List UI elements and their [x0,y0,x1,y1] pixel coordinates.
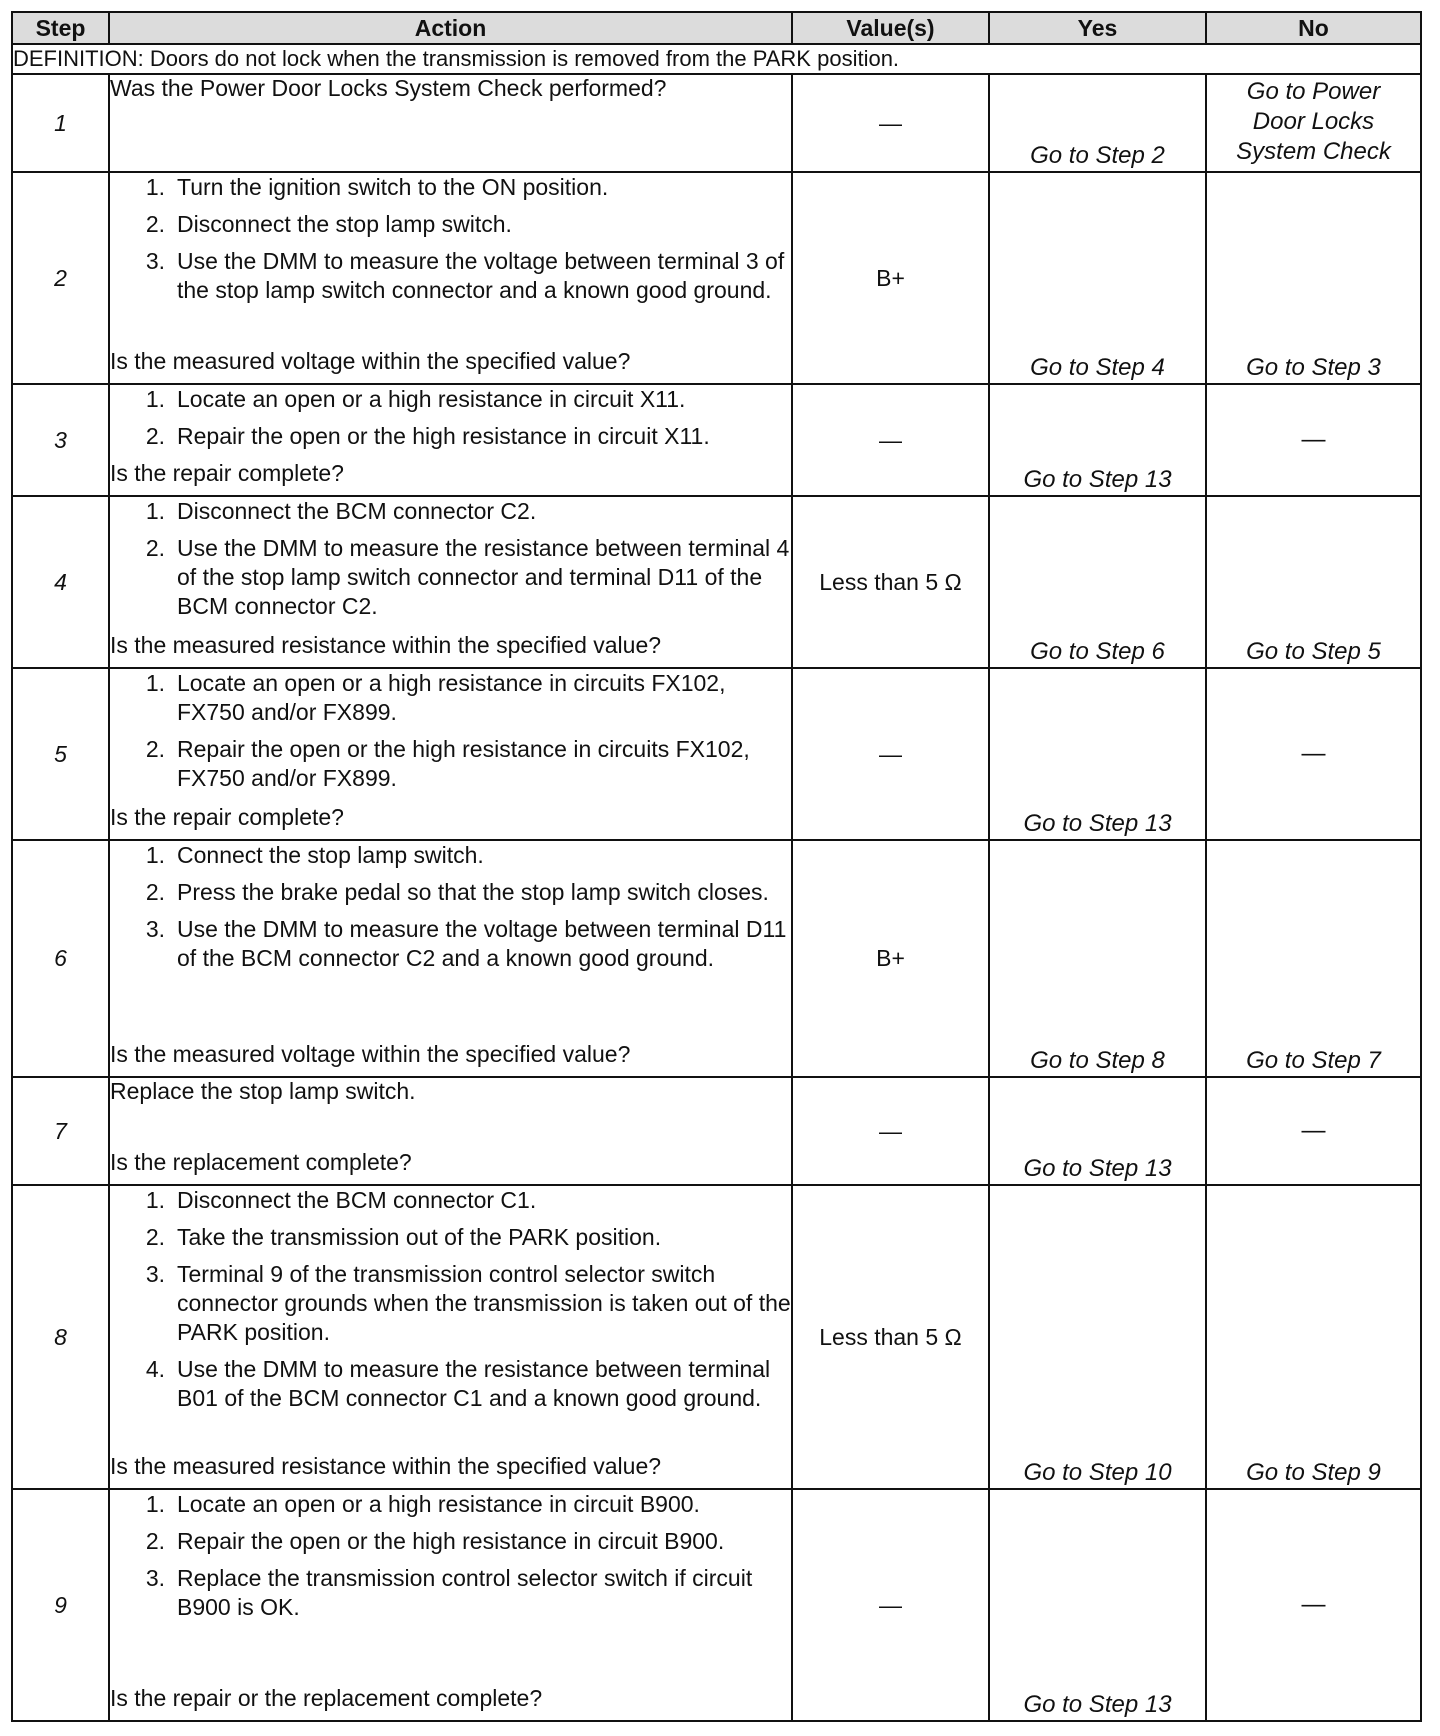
yes-goto-link[interactable]: Go to Step 13 [1023,810,1172,837]
action-steps-list [110,669,791,801]
list-item-number: 3. [145,1261,165,1287]
yes-goto-link[interactable]: Go to Step 2 [1030,142,1165,169]
list-item-number: 2. [145,211,165,237]
list-item-text: Repair the open or the high resistance in circuit X11. [177,423,710,449]
step-number: 5 [12,668,109,840]
action-question: Is the measured resistance within the specified value? [110,632,662,658]
list-item-number: 1. [145,174,165,200]
action-question: Is the repair or the replacement complete? [110,1685,543,1711]
list-item-text: Locate an open or a high resistance in circuit B900. [177,1491,700,1517]
list-item-text: Repair the open or the high resistance in circuits FX102, FX750 and/or FX899. [177,736,750,791]
list-item-number: 2. [145,1528,165,1554]
no-goto-link[interactable]: Go to Step 3 [1246,354,1381,381]
list-item-number: 3. [145,248,165,274]
list-item-text: Press the brake pedal so that the stop lamp switch closes. [177,879,769,905]
no-cell [1206,1185,1421,1489]
table-row [12,840,1421,1077]
action-cell [109,1185,792,1489]
action-steps-list [110,385,791,459]
no-cell [1206,1489,1421,1721]
value-cell: — [792,1077,989,1185]
list-item-number: 1. [145,670,165,696]
list-item [110,173,791,202]
list-item [110,669,791,727]
list-item [110,1490,791,1519]
list-item-number: 2. [145,535,165,561]
list-item-number: 2. [145,736,165,762]
list-item-text: Turn the ignition switch to the ON position. [177,174,609,200]
yes-goto-link[interactable]: Go to Step 6 [1030,638,1165,665]
list-item-text: Disconnect the stop lamp switch. [177,211,512,237]
list-item [110,915,791,973]
header-row [12,12,1421,44]
no-cell [1206,384,1421,496]
table-row [12,668,1421,840]
list-item-number: 1. [145,1187,165,1213]
step-number: 8 [12,1185,109,1489]
value-cell: Less than 5 Ω [792,1185,989,1489]
list-item [110,735,791,793]
yes-cell [989,1185,1206,1489]
table-row [12,384,1421,496]
no-goto-link[interactable]: Go to Step 9 [1246,1459,1381,1486]
header-step: Step [12,12,109,44]
action-cell [109,1489,792,1721]
list-item [110,534,791,621]
list-item-number: 1. [145,498,165,524]
value-cell: — [792,74,989,172]
definition-text: DEFINITION: Doors do not lock when the transmission is removed from the PARK position. [12,44,1421,74]
list-item-text: Use the DMM to measure the voltage between terminal D11 of the BCM connector C2 and a known good ground. [177,916,787,971]
action-question: Is the measured voltage within the specified value? [110,1041,631,1067]
list-item-number: 2. [145,1224,165,1250]
value-cell: B+ [792,172,989,384]
list-item-text: Locate an open or a high resistance in circuit X11. [177,386,686,412]
value-cell: — [792,668,989,840]
table-row [12,1185,1421,1489]
action-cell [109,74,792,172]
action-cell [109,496,792,668]
list-item [110,247,791,305]
step-number: 1 [12,74,109,172]
list-item-text: Disconnect the BCM connector C2. [177,498,537,524]
list-item-text: Connect the stop lamp switch. [177,842,484,868]
yes-goto-link[interactable]: Go to Step 8 [1030,1047,1165,1074]
table-row [12,1077,1421,1185]
yes-cell [989,1077,1206,1185]
diagnostic-table-container [11,11,1422,1722]
list-item-number: 1. [145,1491,165,1517]
header-values: Value(s) [792,12,989,44]
step-number: 6 [12,840,109,1077]
yes-goto-link[interactable]: Go to Step 4 [1030,354,1165,381]
table-row [12,1489,1421,1721]
yes-goto-link[interactable]: Go to Step 10 [1023,1459,1172,1486]
list-item [110,422,791,451]
list-item-number: 4. [145,1356,165,1382]
list-item-text: Terminal 9 of the transmission control selector switch connector grounds when the transmission is taken out of the PARK position. [177,1261,791,1345]
table-row [12,496,1421,668]
value-cell: — [792,1489,989,1721]
list-item [110,1260,791,1347]
action-steps-list [110,841,791,981]
yes-cell [989,496,1206,668]
action-text: Replace the stop lamp switch. [110,1078,416,1104]
yes-cell [989,1489,1206,1721]
action-cell [109,384,792,496]
list-item [110,1355,791,1413]
list-item-text: Use the DMM to measure the resistance between terminal B01 of the BCM connector C1 and a known good ground. [177,1356,771,1411]
list-item-number: 3. [145,916,165,942]
action-cell [109,840,792,1077]
list-item [110,1223,791,1252]
no-cell [1206,1077,1421,1185]
list-item [110,385,791,414]
yes-cell [989,172,1206,384]
table-row [12,74,1421,172]
list-item [110,210,791,239]
action-question: Is the repair complete? [110,804,344,830]
no-cell [1206,496,1421,668]
value-cell: — [792,384,989,496]
definition-row [12,44,1421,74]
list-item-text: Locate an open or a high resistance in circuits FX102, FX750 and/or FX899. [177,670,726,725]
no-cell [1206,668,1421,840]
step-number: 3 [12,384,109,496]
action-steps-list [110,173,791,313]
list-item-number: 1. [145,842,165,868]
yes-cell [989,74,1206,172]
yes-cell [989,384,1206,496]
list-item [110,878,791,907]
no-goto-link[interactable]: Go to Power Door Locks System Check [1236,78,1391,165]
list-item-number: 2. [145,879,165,905]
no-cell [1206,172,1421,384]
action-cell [109,172,792,384]
no-value: — [1301,740,1326,767]
header-yes: Yes [989,12,1206,44]
step-number: 7 [12,1077,109,1185]
list-item-text: Disconnect the BCM connector C1. [177,1187,537,1213]
action-steps-list [110,1490,791,1630]
action-question: Is the measured voltage within the specified value? [110,348,631,374]
list-item-number: 2. [145,423,165,449]
action-cell [109,668,792,840]
no-cell [1206,840,1421,1077]
list-item-text: Take the transmission out of the PARK position. [177,1224,662,1250]
list-item-text: Replace the transmission control selector switch if circuit B900 is OK. [177,1565,753,1620]
value-cell: B+ [792,840,989,1077]
step-number: 2 [12,172,109,384]
list-item-text: Use the DMM to measure the voltage between terminal 3 of the stop lamp switch connector and a known good ground. [177,248,785,303]
diagnostic-table [11,11,1422,1722]
list-item-text: Use the DMM to measure the resistance between terminal 4 of the stop lamp switch connector and terminal D11 of the BCM connector C2. [177,535,790,619]
action-cell [109,1077,792,1185]
no-goto-link[interactable]: Go to Step 5 [1246,638,1381,665]
action-steps-list [110,1186,791,1421]
yes-cell [989,840,1206,1077]
value-cell: Less than 5 Ω [792,496,989,668]
list-item [110,497,791,526]
list-item-number: 1. [145,386,165,412]
action-text: Was the Power Door Locks System Check performed? [110,75,667,101]
no-goto-link[interactable]: Go to Step 7 [1246,1047,1381,1074]
yes-goto-link[interactable]: Go to Step 13 [1023,1155,1172,1182]
table-row [12,172,1421,384]
no-cell [1206,74,1421,172]
action-steps-list [110,497,791,629]
action-question: Is the replacement complete? [110,1149,412,1175]
list-item [110,1527,791,1556]
no-value: — [1301,1591,1326,1618]
header-no: No [1206,12,1421,44]
list-item-text: Repair the open or the high resistance in circuit B900. [177,1528,725,1554]
list-item-number: 3. [145,1565,165,1591]
step-number: 9 [12,1489,109,1721]
list-item [110,1186,791,1215]
no-value: — [1301,1117,1326,1144]
yes-goto-link[interactable]: Go to Step 13 [1023,1691,1172,1718]
yes-goto-link[interactable]: Go to Step 13 [1023,466,1172,493]
list-item [110,841,791,870]
no-value: — [1301,426,1326,453]
header-action: Action [109,12,792,44]
list-item [110,1564,791,1622]
yes-cell [989,668,1206,840]
action-question: Is the measured resistance within the specified value? [110,1453,662,1479]
action-question: Is the repair complete? [110,460,344,486]
step-number: 4 [12,496,109,668]
